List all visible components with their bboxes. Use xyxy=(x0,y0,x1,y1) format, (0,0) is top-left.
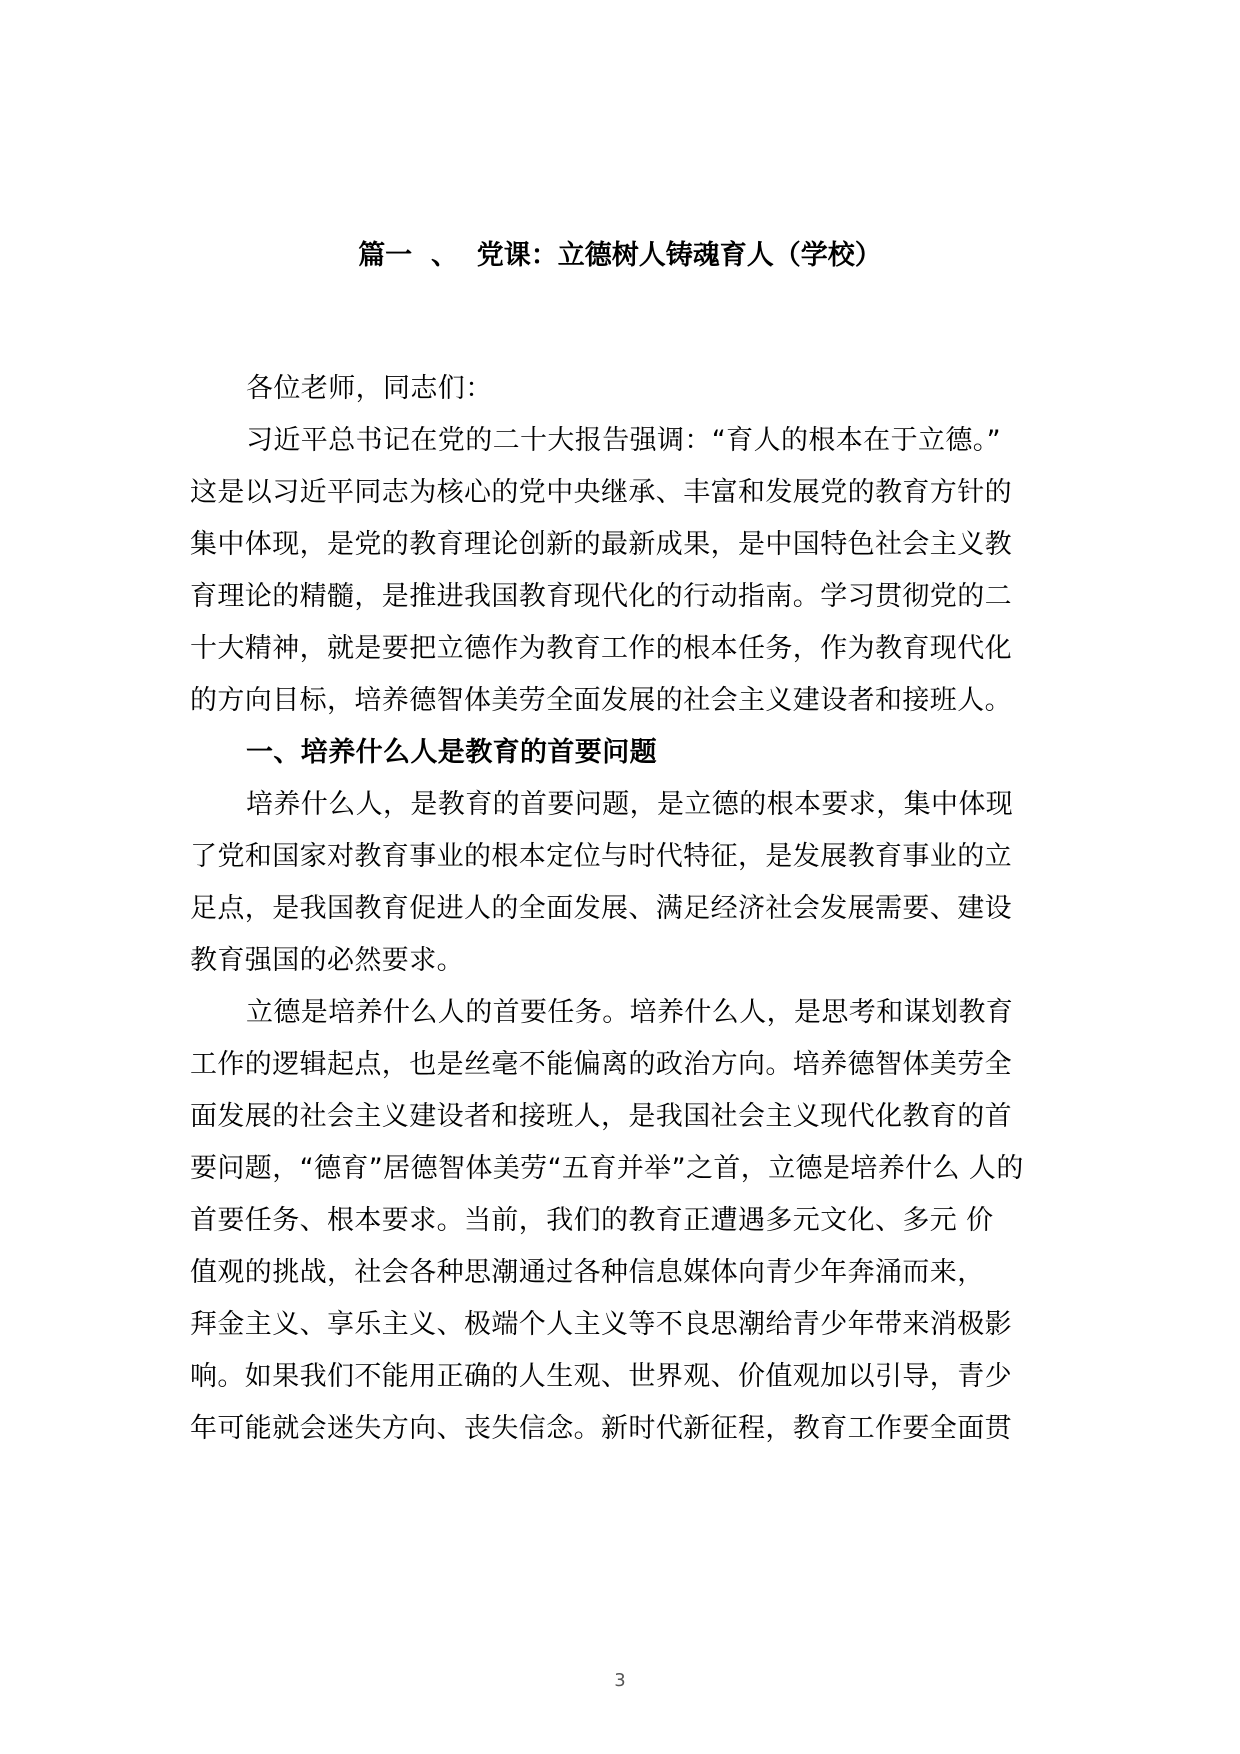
paragraph-line: 了党和国家对教育事业的根本定位与时代特征，是发展教育事业的立 xyxy=(190,841,1012,872)
paragraph-line: 集中体现，是党的教育理论创新的最新成果，是中国特色社会主义教 xyxy=(190,529,1012,560)
page-number: 3 xyxy=(614,1670,626,1691)
paragraph-line: 首要任务、根本要求。当前，我们的教育正遭遇多元文化、多元 价 xyxy=(190,1205,994,1236)
document-body xyxy=(190,363,1050,1455)
paragraph-line: 十大精神，就是要把立德作为教育工作的根本任务，作为教育现代化 xyxy=(190,633,1012,664)
paragraph-line: 拜金主义、享乐主义、极端个人主义等不良思潮给青少年带来消极影 xyxy=(190,1309,1012,1340)
paragraph-line: 面发展的社会主义建设者和接班人，是我国社会主义现代化教育的首 xyxy=(190,1101,1012,1132)
paragraph-line: 培养什么人，是教育的首要问题，是立德的根本要求，集中体现 xyxy=(246,789,1014,820)
paragraph-line: 的方向目标，培养德智体美劳全面发展的社会主义建设者和接班人。 xyxy=(190,685,1012,716)
paragraph-line: 值观的挑战，社会各种思潮通过各种信息媒体向青少年奔涌而来， xyxy=(190,1257,985,1288)
paragraph-line: 足点，是我国教育促进人的全面发展、满足经济社会发展需要、建设 xyxy=(190,893,1012,924)
section-heading: 一、培养什么人是教育的首要问题 xyxy=(246,737,657,768)
paragraph-line: 响。如果我们不能用正确的人生观、世界观、价值观加以引导，青少 xyxy=(190,1361,1012,1392)
paragraph-line: 要问题，“德育”居德智体美劳“五育并举”之首，立德是培养什么 人的 xyxy=(190,1153,1024,1184)
paragraph-line: 习近平总书记在党的二十大报告强调：“育人的根本在于立德。” xyxy=(246,425,1002,456)
paragraph-line: 这是以习近平同志为核心的党中央继承、丰富和发展党的教育方针的 xyxy=(190,477,1012,508)
document-title: 篇一 、 党课：立德树人铸魂育人（学校） xyxy=(358,240,882,271)
paragraph-line: 教育强国的必然要求。 xyxy=(190,945,464,976)
paragraph-line: 育理论的精髓，是推进我国教育现代化的行动指南。学习贯彻党的二 xyxy=(190,581,1012,612)
paragraph-line: 立德是培养什么人的首要任务。培养什么人，是思考和谋划教育 xyxy=(246,997,1014,1028)
paragraph-line: 工作的逻辑起点，也是丝毫不能偏离的政治方向。培养德智体美劳全 xyxy=(190,1049,1012,1080)
salutation: 各位老师，同志们： xyxy=(246,373,493,404)
paragraph-line: 年可能就会迷失方向、丧失信念。新时代新征程，教育工作要全面贯 xyxy=(190,1413,1012,1444)
